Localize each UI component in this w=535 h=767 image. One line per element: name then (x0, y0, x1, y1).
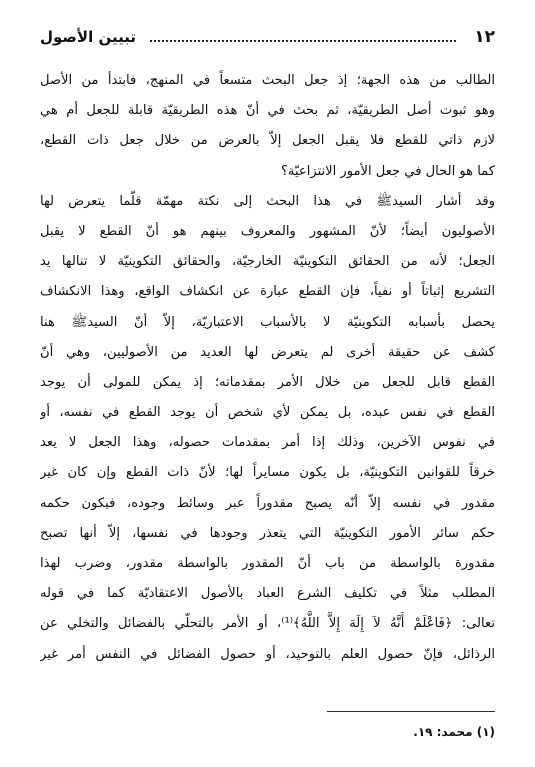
text-line: الأصوليون أيضاً؛ لأنّ المشهور والمعروف بينهم هو أنّ القطع لا يقبل (40, 223, 495, 239)
footnote: (١) محمد: ١٩. (413, 725, 495, 739)
text-line: يحصل بأسبابه التكوينيّة لا بالأسباب الاعتباريّة، إلاّ أنّ السيدﷺ هنا (40, 314, 495, 330)
text-line: الطالب من هذه الجهة؛ إذ جعل البحث متسعاً في المنهج، فابتدأ من الأصل (40, 73, 495, 88)
page-number: ١٢ (474, 27, 495, 47)
header-dotted-rule (150, 40, 456, 42)
text-line: خرقاً للقوانين التكوينيّة، بل يكون مسايراً لها؛ لأنّ ذات القطع وإن كان غير (40, 465, 495, 481)
text-line: القطع قابل للجعل من خلال الأمر بمقدماته؛ إذ يمكن للمولى أن يوجد (40, 374, 495, 390)
running-title: تبيين الأصول (40, 28, 136, 46)
body-text (40, 66, 495, 670)
text-line: وهو ثبوت أصل الطريقيّة، ثم بحث في أنّ هذه الطريقيّة قابلة للجعل أم هي (40, 103, 495, 119)
page-header (40, 24, 495, 50)
text-line: المطلب مثلاً في تكليف الشرع العباد بالأصول الاعتقاديّة كما في قوله (40, 586, 495, 602)
text-line: الجعل؛ لأنه من الحقائق التكوينيّة الخارجيّة، والحقائق التكوينيّة لا تنالها يد (40, 254, 495, 270)
text-line: تعالى: ﴿فَاعْلَمْ أَنَّهُ لاَ إِلَهَ إِلاَّ اللَّهُ﴾⁽¹⁾، أو الأمر بالتحلّي بالفضائل والتخلي عن (40, 616, 495, 632)
text-line: القطع في نفس عبده، بل يمكن لأي شخص أن يوجد القطع في نفسه، أو (40, 405, 495, 421)
text-line: الرذائل، فإنّ حصول العلم بالتوحيد، أو حصول الفضائل في النفس أمر غير (40, 646, 495, 662)
text-line: مقدور في نفسه إلاّ أنّه يصبح مقدوراً عبر وسائط وجوده، فيكون حكمه (40, 495, 495, 511)
footnote-divider (327, 711, 495, 712)
text-line: حكم سائر الأمور التكوينيّة التي يتعذر وجودها في نفسها، إلاّ أنها تصبح (40, 525, 495, 541)
text-line: كما هو الحال في جعل الأمور الانتزاعيّة؟ (280, 163, 495, 179)
text-line: مقدورة بالواسطة من باب أنّ المقدور بالواسطة مقدور، وضرب لهذا (40, 556, 495, 571)
text-line: التشريع إثباتاً أو نفياً، فإن القطع عبارة عن انكشاف الواقع، وهذا الانكشاف (40, 284, 495, 300)
text-line: كشف عن حقيقة أخرى لم يتعرض لها العديد من الأصوليين، وهي أنّ (40, 344, 495, 360)
text-line: وقد أشار السيدﷺ في هذا البحث إلى نكتة مهمّة قلّما يتعرض لها (40, 193, 495, 209)
text-line: لازم ذاتي للقطع فلا يقبل الجعل إلاّ بالعرض من خلال جعل ذات القطع، (40, 133, 495, 149)
text-line: في نفوس الآخرين، وذلك إذا أمر بمقدمات حصوله، وهذا الجعل لا يعد (40, 435, 495, 451)
